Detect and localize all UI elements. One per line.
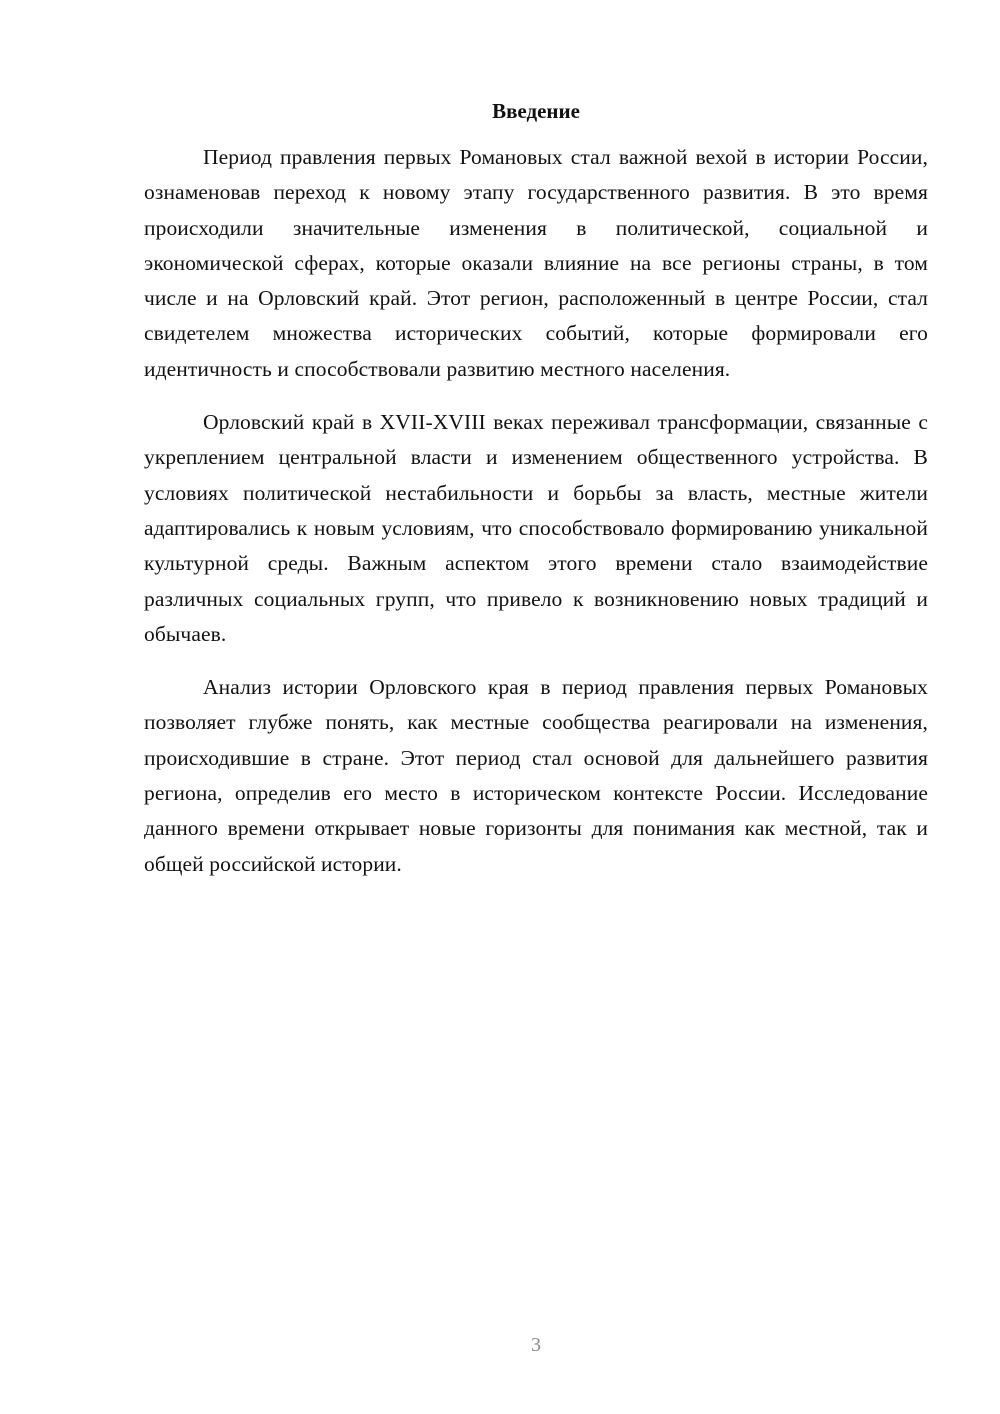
body-text (144, 140, 928, 900)
paragraph-2: Орловский край в XVII-XVIII веках переживал трансформации, связанные с укреплением центральной власти и изменением общественного устройства. В условиях политической нестабильности и борьбы за власть, местные жители адаптировались к новым условиям, что способствовало формированию уникальной культурной среды. Важным аспектом этого времени стало взаимодействие различных социальных групп, что привело к возникновению новых традиций и обычаев. (144, 410, 928, 646)
section-heading: Введение (492, 99, 580, 123)
page-number: 3 (531, 1334, 541, 1356)
paragraph-3: Анализ истории Орловского края в период правления первых Романовых позволяет глубже понять, как местные сообщества реагировали на изменения, происходившие в стране. Этот период стал основой для дальнейшего развития региона, определив его место в историческом контексте России. Исследование данного времени открывает новые горизонты для понимания как местной, так и общей российской истории. (144, 675, 928, 876)
paragraph-1: Период правления первых Романовых стал важной вехой в истории России, ознаменовав переход к новому этапу государственного развития. В это время происходили значительные изменения в политической, социальной и экономической сферах, которые оказали влияние на все регионы страны, в том числе и на Орловский край. Этот регион, расположенный в центре России, стал свидетелем множества исторических событий, которые формировали его идентичность и способствовали развитию местного населения. (144, 145, 928, 381)
